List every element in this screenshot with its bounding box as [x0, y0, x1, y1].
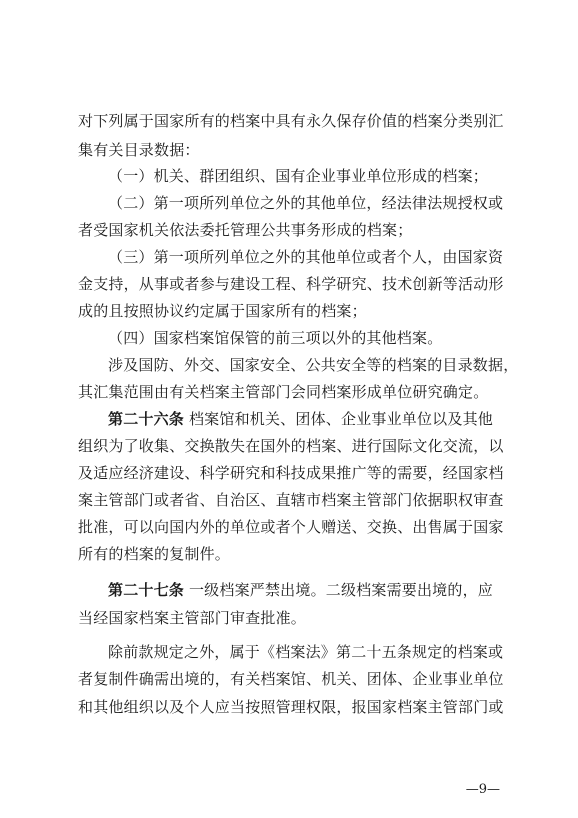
- text-line: （四）国家档案馆保管的前三项以外的其他档案。: [108, 329, 443, 347]
- text-line: 集有关目录数据：: [78, 141, 200, 159]
- text-line: 其汇集范围由有关档案主管部门会同档案形成单位研究确定。: [78, 383, 489, 401]
- text-line: 除前款规定之外，属于《档案法》第二十五条规定的档案或: [108, 643, 504, 661]
- text-line: 当经国家档案主管部门审查批准。: [78, 609, 307, 627]
- article-27-line: [78, 580, 538, 600]
- text-line: 和其他组织以及个人应当按照管理权限，报国家档案主管部门或: [78, 698, 504, 716]
- article-27-text: 一级档案严禁出境。二级档案需要出境的，应: [188, 581, 493, 599]
- text-line: 者复制件确需出境的，有关档案馆、机关、团体、企业事业单位: [78, 670, 504, 688]
- text-line: 案主管部门或者省、自治区、直辖市档案主管部门依据职权审查: [78, 491, 504, 509]
- text-line: （二）第一项所列单位之外的其他单位，经法律法规授权或: [108, 194, 504, 212]
- text-line: 成的且按照协议约定属于国家所有的档案；: [78, 302, 367, 320]
- text-line: 批准，可以向国内外的单位或者个人赠送、交换、出售属于国家: [78, 518, 504, 536]
- article-26-line: [78, 409, 538, 429]
- text-line: 及适应经济建设、科学研究和科技成果推广等的需要，经国家档: [78, 464, 504, 482]
- text-line: 金支持，从事或者参与建设工程、科学研究、技术创新等活动形: [78, 275, 504, 293]
- text-line: 所有的档案的复制件。: [78, 545, 231, 563]
- text-line: 对下列属于国家所有的档案中具有永久保存价值的档案分类别汇: [78, 112, 504, 130]
- text-line: 涉及国防、外交、国家安全、公共安全等的档案的目录数据，: [108, 356, 519, 374]
- text-line: （一）机关、群团组织、国有企业事业单位形成的档案；: [108, 167, 489, 185]
- page-number: —9—: [465, 782, 500, 797]
- article-27-heading: 第二十七条: [108, 581, 185, 599]
- text-line: 组织为了收集、交换散失在国外的档案、进行国际文化交流，以: [78, 437, 504, 455]
- text-line: 者受国家机关依法委托管理公共事务形成的档案；: [78, 221, 413, 239]
- article-26-heading: 第二十六条: [108, 410, 185, 428]
- article-26-text: 档案馆和机关、团体、企业事业单位以及其他: [188, 410, 493, 428]
- text-line: （三）第一项所列单位之外的其他单位或者个人，由国家资: [108, 248, 504, 266]
